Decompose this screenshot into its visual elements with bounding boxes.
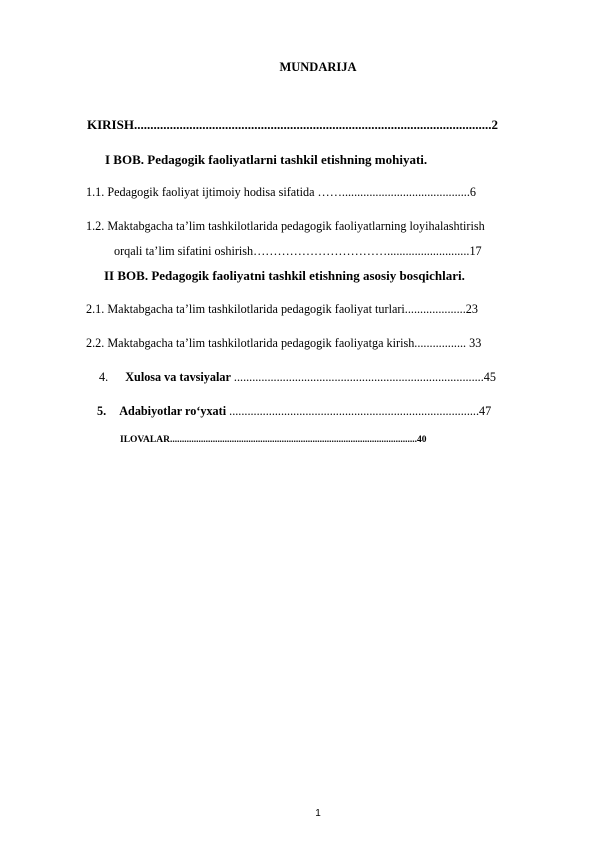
toc-entry-1-2-line-2: orqali ta’lim sifatini oshirish……………………………...........................17 (114, 244, 482, 258)
toc-entry-1-2-line-1: 1.2. Maktabgacha ta’lim tashkilotlarida pedagogik faoliyatlarning loyihalashtirish (86, 219, 485, 233)
toc-entry-kirish: KIRISH..............................................................................................................2 (87, 117, 498, 132)
toc-entry-number: 5. (97, 404, 107, 418)
toc-chapter-1-heading: I BOB. Pedagogik faoliyatlarni tashkil etishning mohiyati. (105, 152, 428, 167)
toc-chapter-2-heading: II BOB. Pedagogik faoliyatni tashkil etishning asosiy bosqichlari. (104, 268, 465, 283)
page-number: 1 (315, 808, 321, 819)
page-title: MUNDARIJA (279, 60, 357, 74)
toc-entry-label: Adabiyotlar ro‘yxati (119, 404, 227, 418)
toc-entry-1-1: 1.1. Pedagogik faoliyat ijtimoiy hodisa sifatida ……..........................................6 (86, 185, 476, 199)
toc-entry-leader: ..................................................................................47 (229, 404, 492, 418)
toc-entry-2-1: 2.1. Maktabgacha ta’lim tashkilotlarida pedagogik faoliyat turlari....................23 (86, 302, 478, 316)
toc-entry-2-2: 2.2. Maktabgacha ta’lim tashkilotlarida pedagogik faoliyatga kirish................. 33 (86, 336, 482, 350)
toc-entry-appendices: ILOVALAR........................................................................................................40 (120, 435, 427, 445)
toc-entry-leader: ..................................................................................45 (233, 370, 496, 384)
toc-entry-number: 4. (99, 370, 109, 384)
toc-entry-label: Xulosa va tavsiyalar (125, 370, 231, 384)
toc-entry-conclusion (99, 371, 496, 383)
toc-entry-references (97, 405, 491, 417)
